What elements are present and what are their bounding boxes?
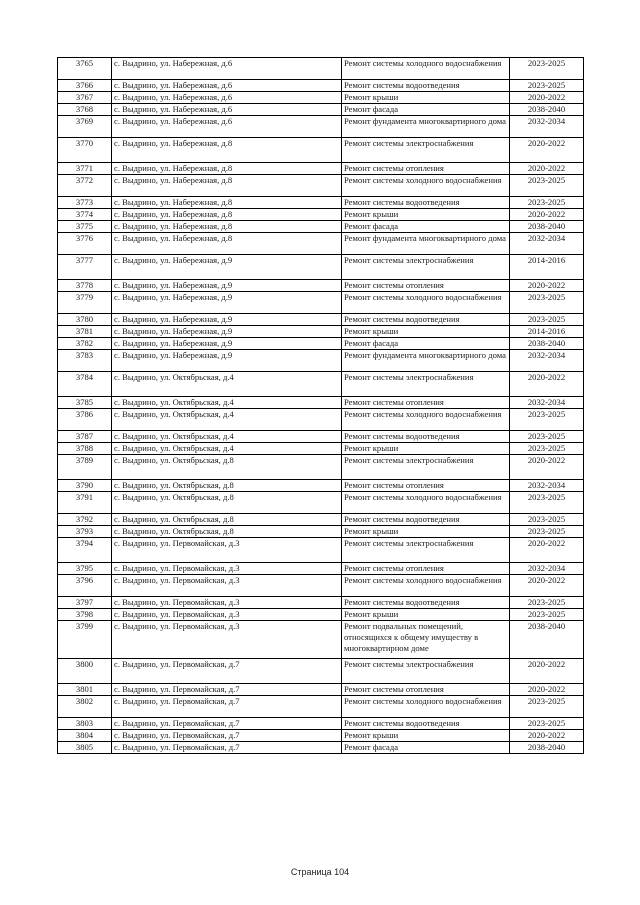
row-work-type: Ремонт фундамента многоквартирного дома [342, 350, 510, 372]
row-period: 2020-2022 [510, 538, 584, 563]
row-address: с. Выдрино, ул. Набережная, д.8 [112, 221, 342, 233]
row-work-type: Ремонт системы холодного водоснабжения [342, 58, 510, 80]
table-row [58, 255, 584, 280]
row-period: 2023-2025 [510, 526, 584, 538]
table-row [58, 209, 584, 221]
row-address: с. Выдрино, ул. Октябрьская, д.4 [112, 397, 342, 409]
row-period: 2032-2034 [510, 350, 584, 372]
row-work-type: Ремонт системы водоотведения [342, 80, 510, 92]
row-address: с. Выдрино, ул. Первомайская, д.3 [112, 609, 342, 621]
row-number: 3770 [58, 138, 112, 163]
row-period: 2014-2016 [510, 255, 584, 280]
table-body [58, 58, 584, 754]
row-number: 3782 [58, 338, 112, 350]
table-row [58, 575, 584, 597]
row-number: 3779 [58, 292, 112, 314]
row-number: 3798 [58, 609, 112, 621]
row-period: 2032-2034 [510, 397, 584, 409]
row-work-type: Ремонт системы холодного водоснабжения [342, 292, 510, 314]
table-row [58, 718, 584, 730]
row-address: с. Выдрино, ул. Октябрьская, д.4 [112, 372, 342, 397]
row-number: 3777 [58, 255, 112, 280]
row-work-type: Ремонт системы холодного водоснабжения [342, 492, 510, 514]
row-work-type: Ремонт системы водоотведения [342, 314, 510, 326]
table-row [58, 163, 584, 175]
row-work-type: Ремонт системы отопления [342, 563, 510, 575]
row-work-type: Ремонт системы электроснабжения [342, 255, 510, 280]
row-period: 2023-2025 [510, 175, 584, 197]
row-period: 2023-2025 [510, 197, 584, 209]
table-row [58, 730, 584, 742]
row-period: 2038-2040 [510, 338, 584, 350]
row-period: 2023-2025 [510, 443, 584, 455]
table-row [58, 197, 584, 209]
row-address: с. Выдрино, ул. Первомайская, д.7 [112, 696, 342, 718]
row-work-type: Ремонт системы электроснабжения [342, 138, 510, 163]
row-address: с. Выдрино, ул. Октябрьская, д.8 [112, 526, 342, 538]
row-address: с. Выдрино, ул. Набережная, д.6 [112, 116, 342, 138]
table-row [58, 138, 584, 163]
row-address: с. Выдрино, ул. Октябрьская, д.4 [112, 409, 342, 431]
table-row [58, 526, 584, 538]
row-number: 3784 [58, 372, 112, 397]
table-row [58, 659, 584, 684]
table-row [58, 58, 584, 80]
table-row [58, 696, 584, 718]
row-number: 3802 [58, 696, 112, 718]
row-number: 3795 [58, 563, 112, 575]
row-period: 2014-2016 [510, 326, 584, 338]
row-work-type: Ремонт фасада [342, 742, 510, 754]
row-period: 2020-2022 [510, 684, 584, 696]
row-address: с. Выдрино, ул. Первомайская, д.7 [112, 742, 342, 754]
row-number: 3803 [58, 718, 112, 730]
row-period: 2020-2022 [510, 372, 584, 397]
row-work-type: Ремонт системы водоотведения [342, 597, 510, 609]
row-work-type: Ремонт системы отопления [342, 480, 510, 492]
row-work-type: Ремонт подвальных помещений, относящихся к общему имуществу в многоквартирном доме [342, 621, 510, 659]
row-work-type: Ремонт системы электроснабжения [342, 455, 510, 480]
row-work-type: Ремонт системы водоотведения [342, 431, 510, 443]
row-address: с. Выдрино, ул. Октябрьская, д.8 [112, 514, 342, 526]
table-row [58, 233, 584, 255]
row-period: 2023-2025 [510, 609, 584, 621]
row-period: 2020-2022 [510, 209, 584, 221]
table-row [58, 492, 584, 514]
row-address: с. Выдрино, ул. Набережная, д.9 [112, 350, 342, 372]
row-number: 3791 [58, 492, 112, 514]
row-number: 3778 [58, 280, 112, 292]
row-work-type: Ремонт крыши [342, 526, 510, 538]
table-row [58, 326, 584, 338]
row-period: 2023-2025 [510, 431, 584, 443]
table-row [58, 397, 584, 409]
row-number: 3804 [58, 730, 112, 742]
row-address: с. Выдрино, ул. Первомайская, д.3 [112, 621, 342, 659]
row-number: 3773 [58, 197, 112, 209]
row-address: с. Выдрино, ул. Октябрьская, д.8 [112, 455, 342, 480]
table-row [58, 350, 584, 372]
row-address: с. Выдрино, ул. Первомайская, д.3 [112, 563, 342, 575]
row-number: 3796 [58, 575, 112, 597]
row-address: с. Выдрино, ул. Набережная, д.6 [112, 58, 342, 80]
row-number: 3768 [58, 104, 112, 116]
row-period: 2023-2025 [510, 718, 584, 730]
row-number: 3776 [58, 233, 112, 255]
row-period: 2023-2025 [510, 696, 584, 718]
row-number: 3789 [58, 455, 112, 480]
row-work-type: Ремонт фасада [342, 338, 510, 350]
row-address: с. Выдрино, ул. Первомайская, д.7 [112, 730, 342, 742]
row-work-type: Ремонт системы водоотведения [342, 197, 510, 209]
table-row [58, 431, 584, 443]
row-address: с. Выдрино, ул. Первомайская, д.7 [112, 684, 342, 696]
row-address: с. Выдрино, ул. Октябрьская, д.4 [112, 431, 342, 443]
row-address: с. Выдрино, ул. Первомайская, д.3 [112, 575, 342, 597]
row-address: с. Выдрино, ул. Набережная, д.6 [112, 104, 342, 116]
table-row [58, 175, 584, 197]
row-work-type: Ремонт фасада [342, 221, 510, 233]
row-number: 3781 [58, 326, 112, 338]
table-row [58, 597, 584, 609]
table-row [58, 280, 584, 292]
row-number: 3772 [58, 175, 112, 197]
row-number: 3771 [58, 163, 112, 175]
table-row [58, 292, 584, 314]
table-row [58, 92, 584, 104]
row-period: 2023-2025 [510, 80, 584, 92]
row-period: 2020-2022 [510, 730, 584, 742]
row-period: 2032-2034 [510, 563, 584, 575]
table-row [58, 455, 584, 480]
row-work-type: Ремонт системы холодного водоснабжения [342, 575, 510, 597]
row-work-type: Ремонт системы электроснабжения [342, 372, 510, 397]
row-number: 3786 [58, 409, 112, 431]
row-number: 3805 [58, 742, 112, 754]
row-period: 2020-2022 [510, 280, 584, 292]
table-row [58, 443, 584, 455]
table-row [58, 563, 584, 575]
row-work-type: Ремонт системы водоотведения [342, 718, 510, 730]
row-address: с. Выдрино, ул. Набережная, д.9 [112, 255, 342, 280]
row-period: 2020-2022 [510, 163, 584, 175]
row-address: с. Выдрино, ул. Набережная, д.8 [112, 209, 342, 221]
row-number: 3766 [58, 80, 112, 92]
row-address: с. Выдрино, ул. Набережная, д.9 [112, 338, 342, 350]
row-address: с. Выдрино, ул. Октябрьская, д.8 [112, 492, 342, 514]
row-address: с. Выдрино, ул. Набережная, д.8 [112, 233, 342, 255]
page-number: Страница 104 [290, 867, 350, 877]
table-row [58, 116, 584, 138]
table-row [58, 480, 584, 492]
row-number: 3780 [58, 314, 112, 326]
row-number: 3767 [58, 92, 112, 104]
row-period: 2032-2034 [510, 480, 584, 492]
row-work-type: Ремонт крыши [342, 443, 510, 455]
table-row [58, 742, 584, 754]
row-work-type: Ремонт фундамента многоквартирного дома [342, 116, 510, 138]
row-address: с. Выдрино, ул. Октябрьская, д.8 [112, 480, 342, 492]
row-number: 3787 [58, 431, 112, 443]
row-number: 3794 [58, 538, 112, 563]
row-period: 2020-2022 [510, 455, 584, 480]
table-row [58, 80, 584, 92]
row-period: 2020-2022 [510, 138, 584, 163]
row-period: 2020-2022 [510, 92, 584, 104]
row-number: 3792 [58, 514, 112, 526]
row-number: 3797 [58, 597, 112, 609]
table-row [58, 684, 584, 696]
row-number: 3785 [58, 397, 112, 409]
row-address: с. Выдрино, ул. Первомайская, д.7 [112, 659, 342, 684]
row-work-type: Ремонт системы холодного водоснабжения [342, 696, 510, 718]
row-period: 2020-2022 [510, 659, 584, 684]
row-work-type: Ремонт крыши [342, 326, 510, 338]
row-period: 2038-2040 [510, 104, 584, 116]
row-address: с. Выдрино, ул. Первомайская, д.7 [112, 718, 342, 730]
row-period: 2038-2040 [510, 621, 584, 659]
table-row [58, 538, 584, 563]
row-address: с. Выдрино, ул. Набережная, д.6 [112, 80, 342, 92]
row-address: с. Выдрино, ул. Первомайская, д.3 [112, 597, 342, 609]
row-period: 2032-2034 [510, 116, 584, 138]
table-row [58, 609, 584, 621]
row-work-type: Ремонт фундамента многоквартирного дома [342, 233, 510, 255]
row-work-type: Ремонт системы водоотведения [342, 514, 510, 526]
row-number: 3790 [58, 480, 112, 492]
row-work-type: Ремонт системы электроснабжения [342, 659, 510, 684]
row-work-type: Ремонт системы отопления [342, 280, 510, 292]
row-period: 2023-2025 [510, 514, 584, 526]
row-work-type: Ремонт системы отопления [342, 684, 510, 696]
table-row [58, 409, 584, 431]
row-period: 2023-2025 [510, 409, 584, 431]
row-period: 2032-2034 [510, 233, 584, 255]
row-period: 2023-2025 [510, 58, 584, 80]
table-row [58, 514, 584, 526]
table-row [58, 104, 584, 116]
row-address: с. Выдрино, ул. Набережная, д.9 [112, 280, 342, 292]
row-work-type: Ремонт системы электроснабжения [342, 538, 510, 563]
row-period: 2023-2025 [510, 292, 584, 314]
row-work-type: Ремонт крыши [342, 92, 510, 104]
table-row [58, 314, 584, 326]
row-number: 3774 [58, 209, 112, 221]
row-number: 3775 [58, 221, 112, 233]
row-address: с. Выдрино, ул. Набережная, д.8 [112, 197, 342, 209]
row-number: 3765 [58, 58, 112, 80]
row-period: 2038-2040 [510, 742, 584, 754]
table-row [58, 221, 584, 233]
row-work-type: Ремонт фасада [342, 104, 510, 116]
row-address: с. Выдрино, ул. Набережная, д.9 [112, 292, 342, 314]
row-work-type: Ремонт крыши [342, 609, 510, 621]
row-number: 3783 [58, 350, 112, 372]
row-period: 2020-2022 [510, 575, 584, 597]
row-period: 2023-2025 [510, 492, 584, 514]
table-row [58, 621, 584, 659]
row-address: с. Выдрино, ул. Набережная, д.9 [112, 326, 342, 338]
row-address: с. Выдрино, ул. Набережная, д.6 [112, 92, 342, 104]
row-period: 2023-2025 [510, 314, 584, 326]
row-address: с. Выдрино, ул. Набережная, д.8 [112, 138, 342, 163]
row-work-type: Ремонт системы холодного водоснабжения [342, 175, 510, 197]
row-number: 3793 [58, 526, 112, 538]
row-number: 3801 [58, 684, 112, 696]
row-number: 3769 [58, 116, 112, 138]
row-period: 2023-2025 [510, 597, 584, 609]
row-work-type: Ремонт системы холодного водоснабжения [342, 409, 510, 431]
row-address: с. Выдрино, ул. Набережная, д.9 [112, 314, 342, 326]
row-address: с. Выдрино, ул. Набережная, д.8 [112, 163, 342, 175]
row-number: 3788 [58, 443, 112, 455]
row-work-type: Ремонт крыши [342, 730, 510, 742]
row-address: с. Выдрино, ул. Октябрьская, д.4 [112, 443, 342, 455]
table-row [58, 338, 584, 350]
row-work-type: Ремонт системы отопления [342, 397, 510, 409]
row-address: с. Выдрино, ул. Набережная, д.8 [112, 175, 342, 197]
row-period: 2038-2040 [510, 221, 584, 233]
table-row [58, 372, 584, 397]
repair-schedule-table [57, 57, 584, 754]
row-work-type: Ремонт системы отопления [342, 163, 510, 175]
row-number: 3799 [58, 621, 112, 659]
row-number: 3800 [58, 659, 112, 684]
row-address: с. Выдрино, ул. Первомайская, д.3 [112, 538, 342, 563]
row-work-type: Ремонт крыши [342, 209, 510, 221]
